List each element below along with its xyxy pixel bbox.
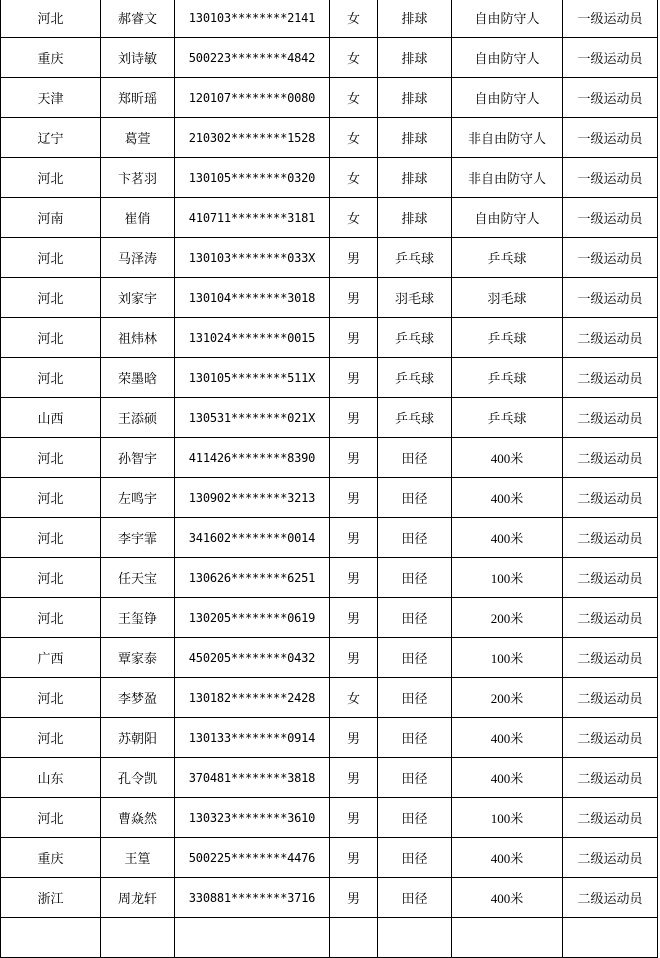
table-row — [1, 0, 658, 38]
name-cell: 崔俏 — [101, 198, 175, 238]
sport-cell: 排球 — [378, 158, 452, 198]
gender-cell: 男 — [330, 798, 378, 838]
event-cell: 200米 — [452, 598, 563, 638]
table-row — [1, 718, 658, 758]
province-cell: 河北 — [1, 0, 101, 38]
province-cell: 河北 — [1, 158, 101, 198]
table-row — [1, 158, 658, 198]
id-number-cell: 130182********2428 — [175, 678, 330, 718]
name-cell: 左鸣宇 — [101, 478, 175, 518]
gender-cell: 男 — [330, 318, 378, 358]
name-cell: 马泽涛 — [101, 238, 175, 278]
sport-cell: 乒乓球 — [378, 318, 452, 358]
id-number-cell: 130626********6251 — [175, 558, 330, 598]
level-cell: 二级运动员 — [563, 318, 658, 358]
table-row — [1, 518, 658, 558]
event-cell: 400米 — [452, 518, 563, 558]
sport-cell: 排球 — [378, 0, 452, 38]
province-cell: 河北 — [1, 438, 101, 478]
province-cell: 天津 — [1, 78, 101, 118]
event-cell — [452, 918, 563, 958]
name-cell — [101, 918, 175, 958]
table-row — [1, 758, 658, 798]
gender-cell: 男 — [330, 238, 378, 278]
name-cell: 卞茗羽 — [101, 158, 175, 198]
id-number-cell: 370481********3818 — [175, 758, 330, 798]
province-cell: 河北 — [1, 518, 101, 558]
event-cell: 400米 — [452, 478, 563, 518]
gender-cell: 男 — [330, 278, 378, 318]
event-cell: 自由防守人 — [452, 38, 563, 78]
table-row — [1, 78, 658, 118]
sport-cell: 田径 — [378, 878, 452, 918]
sport-cell: 排球 — [378, 78, 452, 118]
level-cell: 二级运动员 — [563, 358, 658, 398]
level-cell: 二级运动员 — [563, 638, 658, 678]
event-cell: 100米 — [452, 638, 563, 678]
level-cell: 一级运动员 — [563, 38, 658, 78]
sport-cell: 田径 — [378, 598, 452, 638]
level-cell: 一级运动员 — [563, 158, 658, 198]
sport-cell: 排球 — [378, 198, 452, 238]
id-number-cell: 330881********3716 — [175, 878, 330, 918]
level-cell: 二级运动员 — [563, 558, 658, 598]
level-cell: 一级运动员 — [563, 238, 658, 278]
level-cell: 二级运动员 — [563, 598, 658, 638]
province-cell: 河北 — [1, 318, 101, 358]
province-cell: 河北 — [1, 238, 101, 278]
gender-cell: 男 — [330, 398, 378, 438]
id-number-cell: 341602********0014 — [175, 518, 330, 558]
table-row — [1, 798, 658, 838]
gender-cell: 男 — [330, 358, 378, 398]
sport-cell: 羽毛球 — [378, 278, 452, 318]
name-cell: 李梦盈 — [101, 678, 175, 718]
id-number-cell: 130103********2141 — [175, 0, 330, 38]
gender-cell: 男 — [330, 598, 378, 638]
sport-cell: 田径 — [378, 518, 452, 558]
gender-cell: 女 — [330, 678, 378, 718]
sport-cell: 排球 — [378, 118, 452, 158]
province-cell: 山东 — [1, 758, 101, 798]
province-cell: 河北 — [1, 598, 101, 638]
province-cell: 河北 — [1, 478, 101, 518]
province-cell: 河北 — [1, 358, 101, 398]
name-cell: 任天宝 — [101, 558, 175, 598]
table-row — [1, 318, 658, 358]
province-cell: 重庆 — [1, 838, 101, 878]
name-cell: 王玺铮 — [101, 598, 175, 638]
level-cell: 二级运动员 — [563, 438, 658, 478]
sport-cell: 排球 — [378, 38, 452, 78]
event-cell: 自由防守人 — [452, 78, 563, 118]
id-number-cell: 130133********0914 — [175, 718, 330, 758]
level-cell: 二级运动员 — [563, 878, 658, 918]
province-cell: 河北 — [1, 718, 101, 758]
id-number-cell: 210302********1528 — [175, 118, 330, 158]
province-cell: 广西 — [1, 638, 101, 678]
table-row — [1, 598, 658, 638]
id-number-cell: 130105********511X — [175, 358, 330, 398]
level-cell: 一级运动员 — [563, 198, 658, 238]
gender-cell: 女 — [330, 158, 378, 198]
name-cell: 王篁 — [101, 838, 175, 878]
event-cell: 非自由防守人 — [452, 118, 563, 158]
gender-cell: 男 — [330, 838, 378, 878]
sport-cell: 田径 — [378, 798, 452, 838]
table-row — [1, 438, 658, 478]
sport-cell — [378, 918, 452, 958]
table-row — [1, 118, 658, 158]
province-cell: 河北 — [1, 558, 101, 598]
name-cell: 刘诗敏 — [101, 38, 175, 78]
table-row — [1, 238, 658, 278]
province-cell: 辽宁 — [1, 118, 101, 158]
id-number-cell: 130902********3213 — [175, 478, 330, 518]
name-cell: 祖炜林 — [101, 318, 175, 358]
event-cell: 100米 — [452, 798, 563, 838]
gender-cell: 女 — [330, 118, 378, 158]
event-cell: 乒乓球 — [452, 398, 563, 438]
event-cell: 乒乓球 — [452, 358, 563, 398]
sport-cell: 田径 — [378, 558, 452, 598]
id-number-cell: 130105********0320 — [175, 158, 330, 198]
name-cell: 刘家宇 — [101, 278, 175, 318]
gender-cell — [330, 918, 378, 958]
level-cell: 一级运动员 — [563, 0, 658, 38]
name-cell: 荣墨晗 — [101, 358, 175, 398]
id-number-cell — [175, 918, 330, 958]
event-cell: 自由防守人 — [452, 198, 563, 238]
id-number-cell: 130531********021X — [175, 398, 330, 438]
sport-cell: 田径 — [378, 758, 452, 798]
gender-cell: 男 — [330, 518, 378, 558]
province-cell — [1, 918, 101, 958]
gender-cell: 男 — [330, 878, 378, 918]
province-cell: 重庆 — [1, 38, 101, 78]
table-body — [1, 0, 658, 958]
id-number-cell: 130104********3018 — [175, 278, 330, 318]
sport-cell: 田径 — [378, 438, 452, 478]
event-cell: 400米 — [452, 438, 563, 478]
gender-cell: 男 — [330, 438, 378, 478]
id-number-cell: 120107********0080 — [175, 78, 330, 118]
table-row — [1, 278, 658, 318]
province-cell: 浙江 — [1, 878, 101, 918]
table-row — [1, 38, 658, 78]
name-cell: 郝睿文 — [101, 0, 175, 38]
table-row — [1, 358, 658, 398]
id-number-cell: 130205********0619 — [175, 598, 330, 638]
province-cell: 河北 — [1, 278, 101, 318]
province-cell: 河北 — [1, 678, 101, 718]
table-row — [1, 398, 658, 438]
province-cell: 河南 — [1, 198, 101, 238]
level-cell: 二级运动员 — [563, 758, 658, 798]
event-cell: 乒乓球 — [452, 318, 563, 358]
level-cell: 二级运动员 — [563, 718, 658, 758]
event-cell: 乒乓球 — [452, 238, 563, 278]
province-cell: 山西 — [1, 398, 101, 438]
level-cell: 二级运动员 — [563, 678, 658, 718]
gender-cell: 男 — [330, 758, 378, 798]
event-cell: 非自由防守人 — [452, 158, 563, 198]
level-cell: 二级运动员 — [563, 798, 658, 838]
event-cell: 400米 — [452, 838, 563, 878]
gender-cell: 男 — [330, 638, 378, 678]
name-cell: 曹焱然 — [101, 798, 175, 838]
level-cell: 二级运动员 — [563, 398, 658, 438]
name-cell: 周龙轩 — [101, 878, 175, 918]
table-row — [1, 478, 658, 518]
sport-cell: 田径 — [378, 678, 452, 718]
name-cell: 李宇霏 — [101, 518, 175, 558]
event-cell: 400米 — [452, 758, 563, 798]
event-cell: 自由防守人 — [452, 0, 563, 38]
id-number-cell: 410711********3181 — [175, 198, 330, 238]
gender-cell: 女 — [330, 78, 378, 118]
event-cell: 100米 — [452, 558, 563, 598]
sport-cell: 乒乓球 — [378, 398, 452, 438]
gender-cell: 女 — [330, 38, 378, 78]
level-cell: 二级运动员 — [563, 518, 658, 558]
id-number-cell: 450205********0432 — [175, 638, 330, 678]
sport-cell: 乒乓球 — [378, 238, 452, 278]
name-cell: 郑昕瑶 — [101, 78, 175, 118]
event-cell: 400米 — [452, 718, 563, 758]
sport-cell: 乒乓球 — [378, 358, 452, 398]
table-row — [1, 918, 658, 958]
id-number-cell: 131024********0015 — [175, 318, 330, 358]
name-cell: 孙智宇 — [101, 438, 175, 478]
table-row — [1, 638, 658, 678]
id-number-cell: 130323********3610 — [175, 798, 330, 838]
level-cell: 一级运动员 — [563, 118, 658, 158]
id-number-cell: 411426********8390 — [175, 438, 330, 478]
event-cell: 羽毛球 — [452, 278, 563, 318]
id-number-cell: 130103********033X — [175, 238, 330, 278]
name-cell: 葛萱 — [101, 118, 175, 158]
gender-cell: 男 — [330, 718, 378, 758]
id-number-cell: 500225********4476 — [175, 838, 330, 878]
name-cell: 苏朝阳 — [101, 718, 175, 758]
table-row — [1, 558, 658, 598]
table-row — [1, 878, 658, 918]
sport-cell: 田径 — [378, 638, 452, 678]
sport-cell: 田径 — [378, 718, 452, 758]
id-number-cell: 500223********4842 — [175, 38, 330, 78]
table-row — [1, 198, 658, 238]
sport-cell: 田径 — [378, 478, 452, 518]
level-cell: 二级运动员 — [563, 838, 658, 878]
gender-cell: 男 — [330, 478, 378, 518]
table-row — [1, 678, 658, 718]
sport-cell: 田径 — [378, 838, 452, 878]
gender-cell: 女 — [330, 0, 378, 38]
level-cell — [563, 918, 658, 958]
province-cell: 河北 — [1, 798, 101, 838]
level-cell: 二级运动员 — [563, 478, 658, 518]
table-row — [1, 838, 658, 878]
gender-cell: 女 — [330, 198, 378, 238]
event-cell: 200米 — [452, 678, 563, 718]
name-cell: 覃家泰 — [101, 638, 175, 678]
level-cell: 一级运动员 — [563, 78, 658, 118]
level-cell: 一级运动员 — [563, 278, 658, 318]
name-cell: 孔令凯 — [101, 758, 175, 798]
gender-cell: 男 — [330, 558, 378, 598]
event-cell: 400米 — [452, 878, 563, 918]
name-cell: 王添硕 — [101, 398, 175, 438]
